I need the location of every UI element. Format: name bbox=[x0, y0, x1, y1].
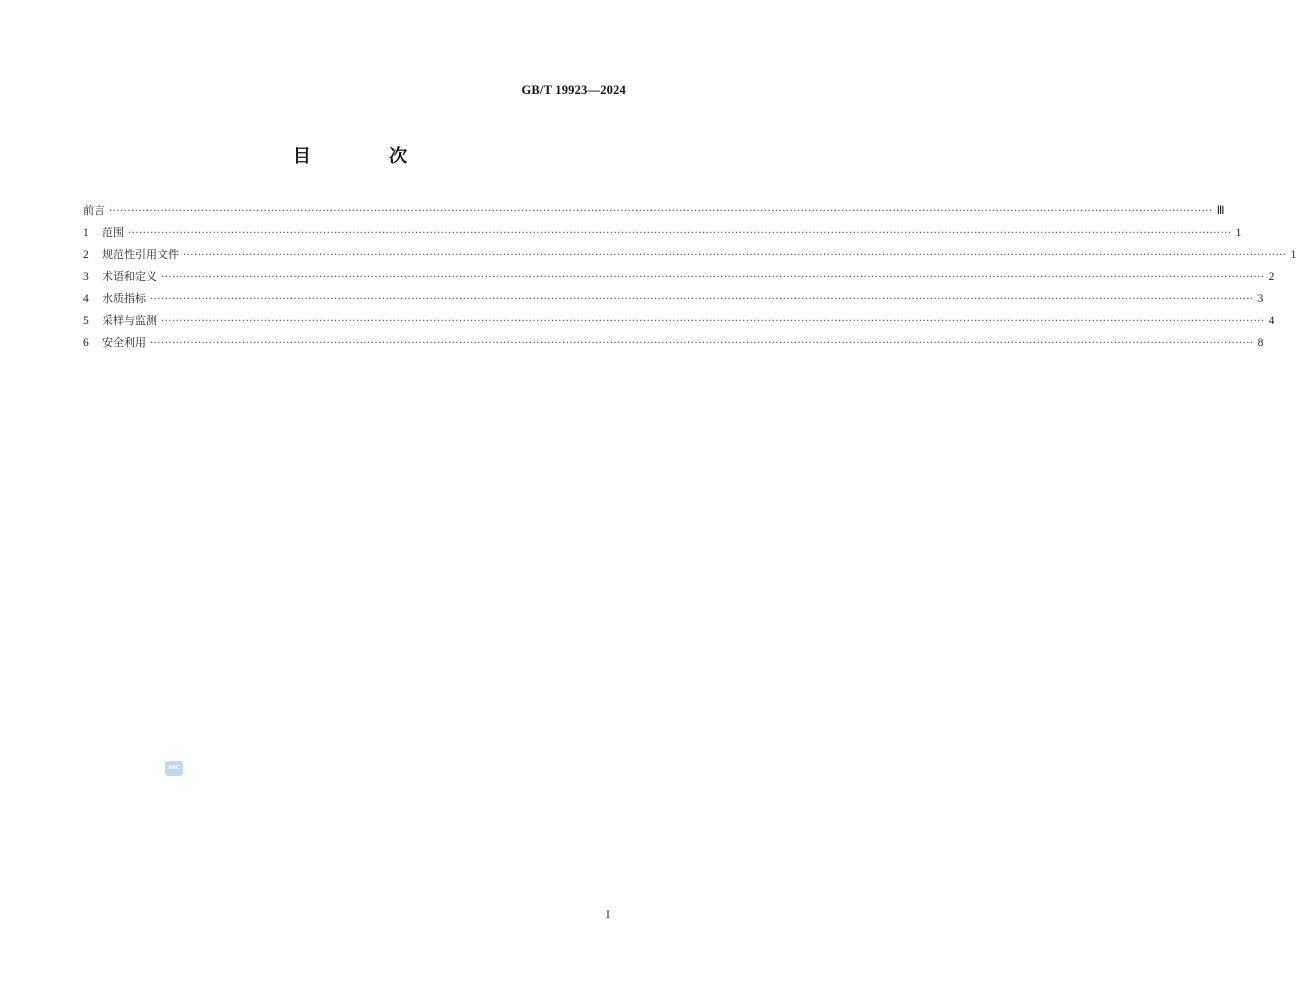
toc-leader-dots: ············································································································································································································································································································ bbox=[109, 206, 1213, 217]
toc-leader-dots: ············································································································································································································································································································ bbox=[183, 250, 1287, 261]
toc-title: 目 次 bbox=[292, 146, 444, 167]
watermark-text: SAC bbox=[168, 765, 180, 771]
toc-entry-number: 3 bbox=[83, 271, 89, 283]
standard-code: GB/T 19923—2024 bbox=[521, 83, 626, 97]
toc-leader-dots: ············································································································································································································································································································ bbox=[161, 316, 1265, 327]
toc-entry-foreword[interactable] bbox=[83, 200, 1225, 222]
toc-leader-dots: ············································································································································································································································································································ bbox=[161, 272, 1265, 283]
sac-watermark-logo bbox=[165, 761, 183, 776]
toc-entry-label: 前言 bbox=[83, 204, 105, 217]
toc-entry-scope[interactable] bbox=[83, 222, 1242, 244]
toc-entry-label: 规范性引用文件 bbox=[102, 248, 179, 261]
toc-entry-page: Ⅲ bbox=[1216, 205, 1225, 217]
toc-list bbox=[83, 200, 1296, 354]
page-number: I bbox=[606, 907, 610, 921]
toc-entry-terms-definitions[interactable] bbox=[83, 266, 1275, 288]
toc-entry-page: 8 bbox=[1257, 337, 1264, 349]
toc-entry-water-quality-indicators[interactable] bbox=[83, 288, 1264, 310]
toc-entry-page: 3 bbox=[1257, 293, 1264, 305]
toc-entry-number: 6 bbox=[83, 337, 89, 349]
toc-entry-label: 范围 bbox=[102, 226, 124, 239]
toc-entry-label: 采样与监测 bbox=[102, 314, 157, 327]
toc-entry-safe-utilization[interactable] bbox=[83, 332, 1264, 354]
toc-entry-page: 4 bbox=[1268, 315, 1275, 327]
toc-entry-label: 安全利用 bbox=[102, 336, 146, 349]
toc-leader-dots: ············································································································································································································································································································ bbox=[128, 228, 1232, 239]
toc-entry-page: 1 bbox=[1290, 249, 1296, 261]
toc-entry-label: 水质指标 bbox=[102, 292, 146, 305]
toc-leader-dots: ············································································································································································································································································································ bbox=[150, 338, 1254, 349]
toc-entry-sampling-monitoring[interactable] bbox=[83, 310, 1275, 332]
toc-leader-dots: ············································································································································································································································································································ bbox=[150, 294, 1254, 305]
toc-entry-normative-references[interactable] bbox=[83, 244, 1296, 266]
toc-entry-page: 2 bbox=[1268, 271, 1275, 283]
toc-entry-number: 5 bbox=[83, 315, 89, 327]
toc-entry-number: 2 bbox=[83, 249, 89, 261]
toc-entry-number: 4 bbox=[83, 293, 89, 305]
toc-entry-number: 1 bbox=[83, 227, 89, 239]
toc-entry-label: 术语和定义 bbox=[102, 270, 157, 283]
toc-entry-page: 1 bbox=[1235, 227, 1242, 239]
